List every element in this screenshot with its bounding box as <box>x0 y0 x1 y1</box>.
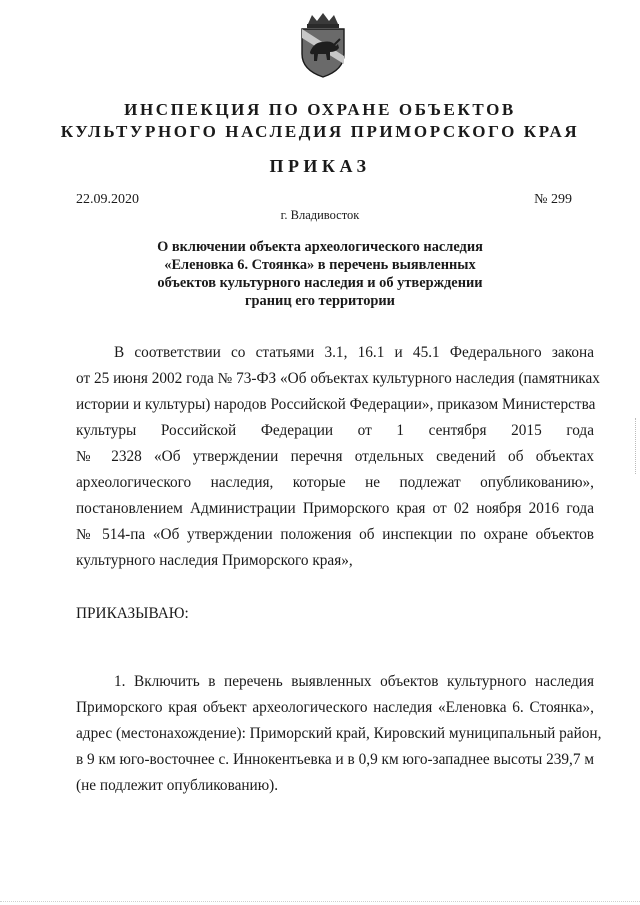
preamble-line: № 514-па «Об утверждении положения об инспекции по охране объектов <box>76 526 594 543</box>
subject-line: объектов культурного наследия и об утверждении <box>157 275 483 291</box>
item-1-line: в 9 км юго-восточнее с. Иннокентьевка и в 0,9 км юго-западнее высоты 239,7 м <box>76 751 594 768</box>
preamble-line: от 25 июня 2002 года № 73-ФЗ «Об объектах культурного наследия (памятниках <box>76 370 600 387</box>
document-date: 22.09.2020 <box>76 192 139 207</box>
preamble-line: В соответствии со статьями 3.1, 16.1 и 45.1 Федерального закона <box>114 344 594 361</box>
item-1-line: 1. Включить в перечень выявленных объектов культурного наследия <box>114 673 594 690</box>
organization-name-line-1: ИНСПЕКЦИЯ ПО ОХРАНЕ ОБЪЕКТОВ <box>124 100 516 119</box>
document-type: ПРИКАЗ <box>269 156 371 176</box>
preamble-line: археологического наследия, которые не подлежат опубликованию», <box>76 474 594 491</box>
preamble-line: культуры Российской Федерации от 1 сентября 2015 года <box>76 422 594 439</box>
document-number: № 299 <box>534 192 572 207</box>
subject-line: границ его территории <box>245 293 395 309</box>
item-1-line: Приморского края объект археологического наследия «Еленовка 6. Стоянка», <box>76 699 594 716</box>
document-city: г. Владивосток <box>280 208 360 222</box>
item-1-line: (не подлежит опубликованию). <box>76 777 279 794</box>
item-1-line: адрес (местонахождение): Приморский край, Кировский муниципальный район, <box>76 725 602 742</box>
preamble-line: культурного наследия Приморского края», <box>76 552 353 569</box>
scan-bottom-edge <box>0 901 640 903</box>
preamble-line: постановлением Администрации Приморского края от 02 ноября 2016 года <box>76 500 594 517</box>
preamble-line: истории и культуры) народов Российской Федерации», приказом Министерства <box>76 396 596 413</box>
order-word: ПРИКАЗЫВАЮ: <box>76 605 189 622</box>
scan-edge-mark <box>635 418 638 474</box>
subject-line: О включении объекта археологического наследия <box>157 239 483 255</box>
coat-of-arms-icon <box>296 12 350 78</box>
preamble-line: № 2328 «Об утверждении перечня отдельных сведений об объектах <box>76 448 594 465</box>
subject-line: «Еленовка 6. Стоянка» в перечень выявленных <box>164 257 476 273</box>
organization-name-line-2: КУЛЬТУРНОГО НАСЛЕДИЯ ПРИМОРСКОГО КРАЯ <box>60 122 580 141</box>
